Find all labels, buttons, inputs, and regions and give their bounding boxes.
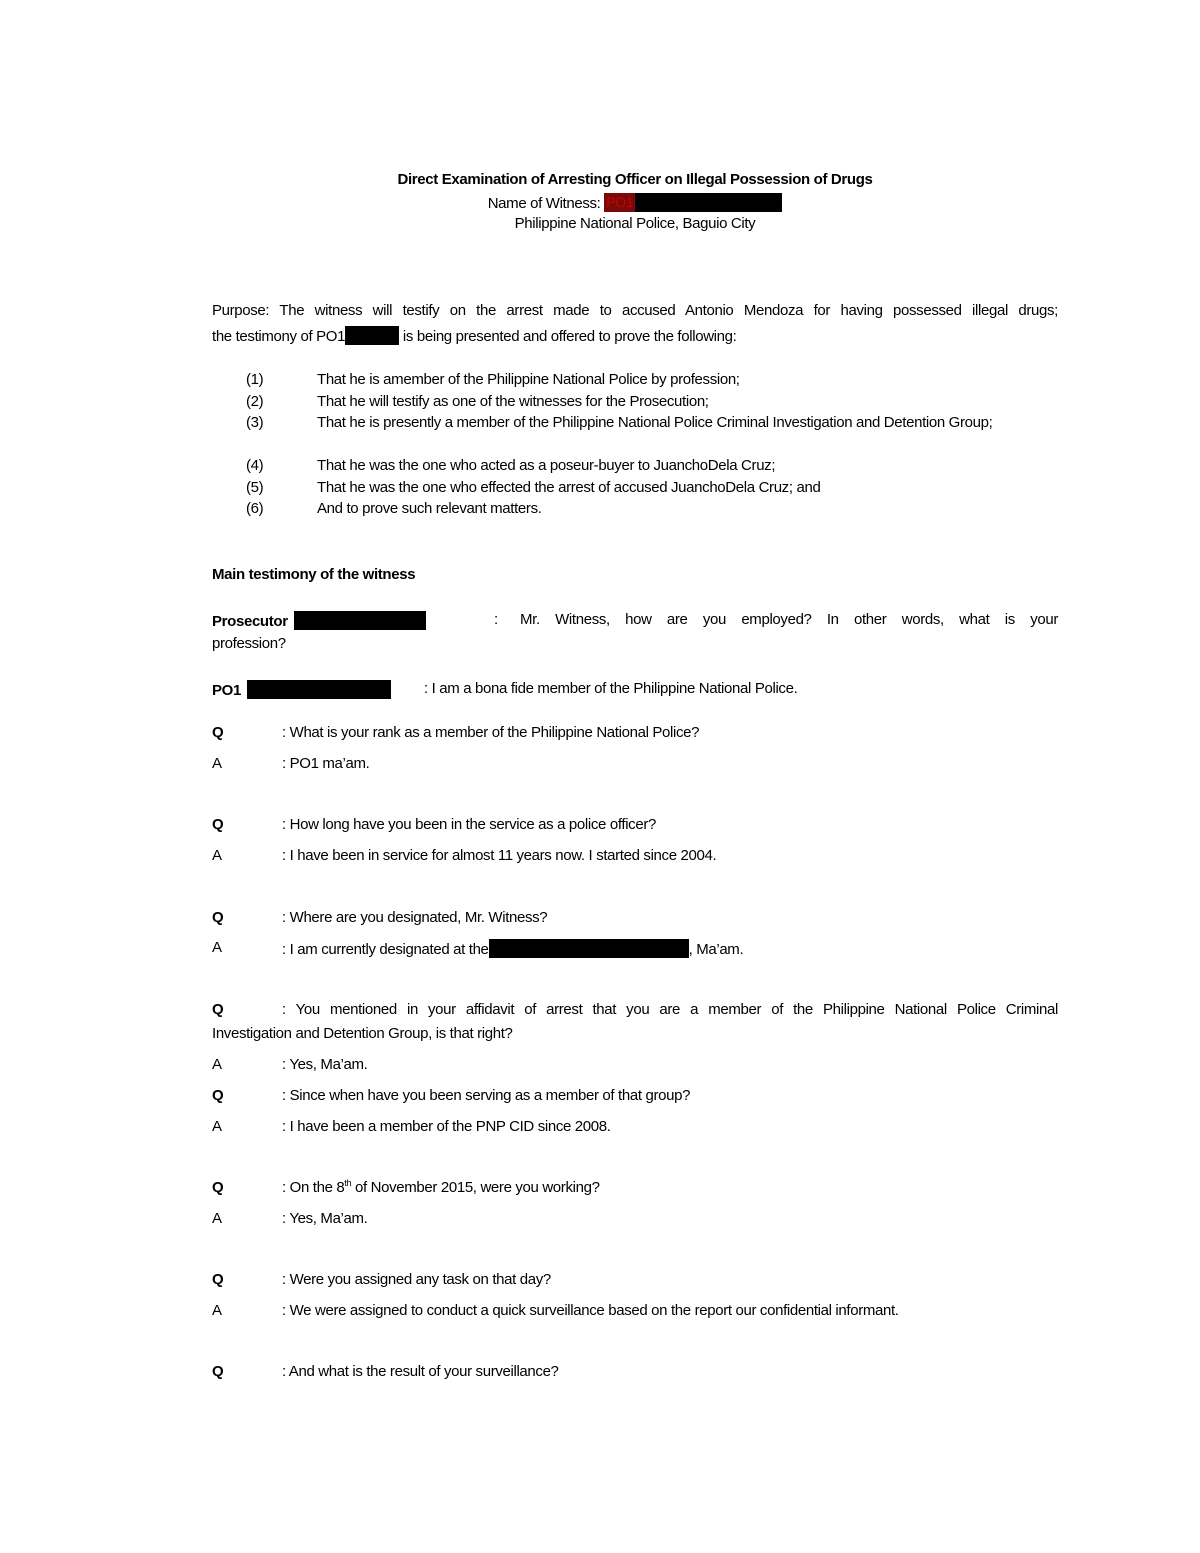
purpose-text-1: Purpose: The witness will testify on the arrest made to accused Antonio Mendoza for having possessed illegal drugs; xyxy=(212,302,1058,319)
qa-label: Q xyxy=(212,1001,224,1018)
ordinal-suffix: th xyxy=(344,1178,352,1188)
qa-text: : Where are you designated, Mr. Witness? xyxy=(282,909,548,926)
redacted-designation xyxy=(489,939,689,958)
qa-text: : Yes, Ma’am. xyxy=(282,1210,368,1227)
qa-text-cont: Investigation and Detention Group, is that right? xyxy=(212,1025,513,1042)
qa-label: A xyxy=(212,755,222,772)
po1-answer-text: : I am a bona fide member of the Philippine National Police. xyxy=(424,680,798,697)
qa-text: : I have been a member of the PNP CID since 2008. xyxy=(282,1118,611,1135)
purpose-text-2b: is being presented and offered to prove the following: xyxy=(399,328,737,345)
prosecutor-label: Prosecutor xyxy=(212,613,288,630)
prosecutor-question-cont: profession? xyxy=(212,635,286,652)
list-number: (3) xyxy=(246,414,264,431)
list-number: (4) xyxy=(246,457,264,474)
list-number: (2) xyxy=(246,393,264,410)
qa-text: : Were you assigned any task on that day? xyxy=(282,1271,551,1288)
qa-label: A xyxy=(212,939,222,956)
list-item-text: That he was the one who acted as a poseur-buyer to JuanchoDela Cruz; xyxy=(317,457,776,474)
qa-label: A xyxy=(212,1210,222,1227)
list-number: (1) xyxy=(246,371,264,388)
list-number: (6) xyxy=(246,500,264,517)
qa-text-before: : I am currently designated at the xyxy=(282,941,489,958)
redacted-prosecutor-name xyxy=(294,611,426,630)
qa-label: Q xyxy=(212,1271,224,1288)
qa-label: A xyxy=(212,847,222,864)
qa-label: A xyxy=(212,1302,222,1319)
list-item-text: That he was the one who effected the arrest of accused JuanchoDela Cruz; and xyxy=(317,479,821,496)
witness-rank: PO1 xyxy=(606,194,634,210)
po1-label: PO1 xyxy=(212,682,241,699)
list-number: (5) xyxy=(246,479,264,496)
qa-label: A xyxy=(212,1118,222,1135)
qa-text: : What is your rank as a member of the Philippine National Police? xyxy=(282,724,700,741)
witness-name-line xyxy=(212,193,1058,212)
purpose-line-2 xyxy=(212,326,736,345)
qa-label: Q xyxy=(212,816,224,833)
qa-text-before: : On the 8 xyxy=(282,1179,345,1196)
qa-text: : PO1 ma’am. xyxy=(282,755,370,772)
qa-label: Q xyxy=(212,1087,224,1104)
qa-text: : And what is the result of your surveillance? xyxy=(282,1363,559,1380)
qa-text xyxy=(282,1179,600,1196)
affiliation-line: Philippine National Police, Baguio City xyxy=(514,215,756,232)
list-item-text: That he is amember of the Philippine National Police by profession; xyxy=(317,371,740,388)
qa-text-after: of November 2015, were you working? xyxy=(351,1179,600,1196)
document-title: Direct Examination of Arresting Officer on Illegal Possession of Drugs xyxy=(397,171,873,188)
qa-text: : Since when have you been serving as a member of that group? xyxy=(282,1087,691,1104)
qa-label: A xyxy=(212,1056,222,1073)
redacted-name xyxy=(345,326,399,345)
qa-text: : We were assigned to conduct a quick surveillance based on the report our confidential informant. xyxy=(282,1302,899,1319)
qa-label: Q xyxy=(212,1363,224,1380)
qa-text: : You mentioned in your affidavit of arrest that you are a member of the Philippine National Police Criminal xyxy=(282,1001,1058,1018)
qa-text: : Yes, Ma’am. xyxy=(282,1056,368,1073)
qa-label: Q xyxy=(212,909,224,926)
list-item-text: And to prove such relevant matters. xyxy=(317,500,542,517)
qa-label: Q xyxy=(212,724,224,741)
prosecutor-colon: : xyxy=(494,611,498,628)
redacted-witness-name xyxy=(604,193,782,212)
witness-name-label: Name of Witness: xyxy=(487,195,605,212)
list-item-text: That he is presently a member of the Philippine National Police Criminal Investigation and Detention Group; xyxy=(317,414,993,431)
qa-text-after: , Ma’am. xyxy=(688,941,744,958)
qa-text: : I have been in service for almost 11 years now. I started since 2004. xyxy=(282,847,717,864)
prosecutor-line xyxy=(212,611,426,630)
purpose-line-1 xyxy=(212,302,1058,319)
po1-answer-line xyxy=(212,680,391,699)
qa-text xyxy=(282,939,743,958)
prosecutor-question: Mr. Witness, how are you employed? In other words, what is your xyxy=(520,611,1058,628)
qa-label: Q xyxy=(212,1179,224,1196)
qa-text: : How long have you been in the service as a police officer? xyxy=(282,816,656,833)
list-item-text: That he will testify as one of the witnesses for the Prosecution; xyxy=(317,393,709,410)
purpose-text-2a: the testimony of PO1 xyxy=(212,328,346,345)
redacted-po1-name xyxy=(247,680,391,699)
section-heading: Main testimony of the witness xyxy=(212,566,416,583)
